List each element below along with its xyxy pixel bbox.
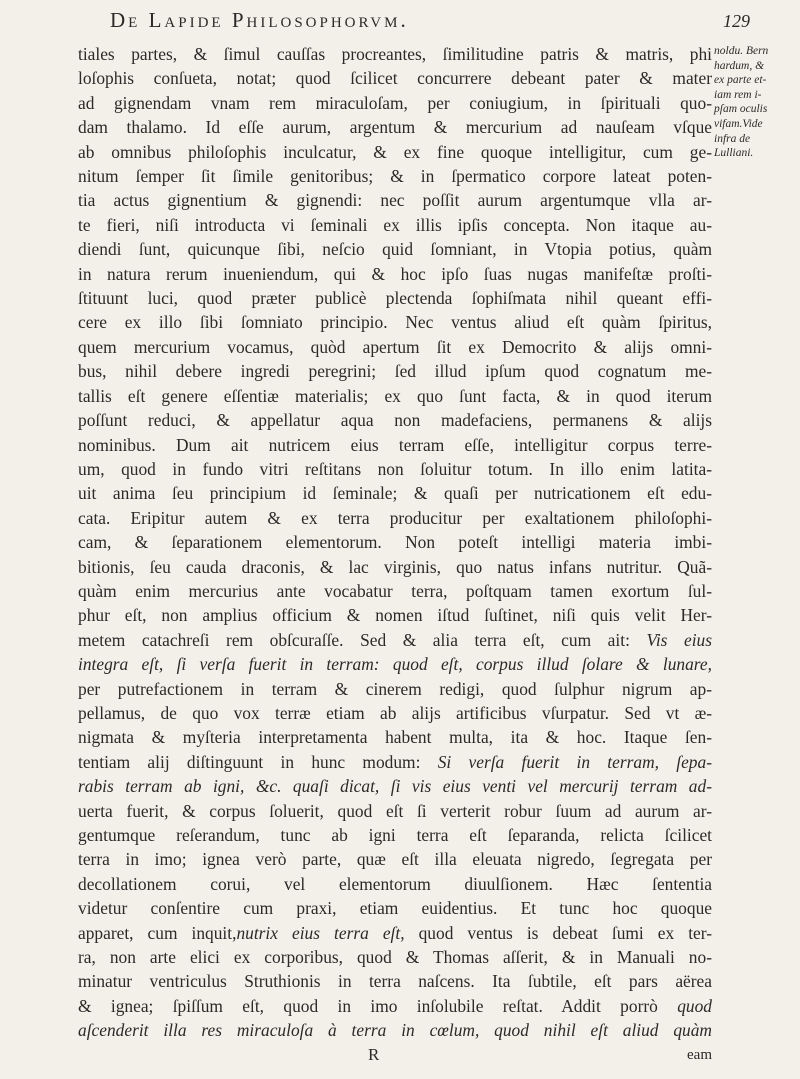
text-line: tia actus gignentium & gignendi: nec poſſit aurum argentumque vlla ar- (78, 190, 712, 211)
text-line: videtur conſentire cum praxi, etiam euidentius. Et tunc hoc quoque (78, 898, 712, 919)
text-line: decollationem corui, vel elementorum diuulſionem. Hæc ſententia (78, 873, 712, 894)
main-text-block (78, 42, 712, 1043)
marginal-notes (714, 44, 798, 161)
text-line: quàm enim mercurius ante vocabatur terra, poſtquam tamen exortum ſul- (78, 580, 712, 601)
text-line-roman: quod ventus is debeat ſumi ex ter- (404, 922, 712, 943)
text-line: terra in imo; ignea verò parte, quæ eſt illa eleuata nigredo, ſegregata per (78, 849, 712, 870)
catchword: eam (687, 1047, 712, 1063)
text-line: pellamus, de quo vox terræ etiam ab alijs artificibus vſurpatur. Sed vt æ- (78, 702, 712, 723)
text-line: cere ex illo ſibi ſomniato principio. Nec ventus aliud eſt quàm ſpiritus, (78, 312, 712, 333)
text-line-italic: quod (677, 995, 712, 1016)
page-number: 129 (723, 11, 750, 31)
text-line: bitionis, ſeu cauda draconis, & lac virginis, quo natus infans nutritur. Quã- (78, 556, 712, 577)
page-footer (78, 1045, 712, 1073)
text-line: quem mercurium vocamus, quòd apertum ſit ex Democrito & alijs omni- (78, 336, 712, 357)
text-line: cam, & ſeparationem elementorum. Non poteſt intelligi materia imbi- (78, 532, 712, 553)
text-line: tiales partes, & ſimul cauſſas procreantes, ſimilitudine patris & matris, phi (78, 44, 712, 64)
text-line: per putrefactionem in terram & cinerem redigi, quod ſulphur nigrum ap- (78, 678, 712, 699)
text-line: nominibus. Dum ait nutricem eius terram eſſe, intelligitur corpus terre- (78, 434, 712, 455)
text-line (78, 774, 712, 798)
margin-note: ex parte et- (714, 74, 767, 87)
margin-note: iam rem i- (714, 88, 762, 101)
text-line-roman: tentiam alij diſtinguunt in hunc modum: (78, 751, 421, 772)
text-line: ad gignendam vnam rem miraculoſam, per coniugium, in ſpirituali quo- (78, 92, 712, 113)
text-line: te fieri, niſi introducta vi ſeminali ex illis ipſis concepta. Non itaque au- (78, 214, 712, 235)
margin-note: Lulliani. (714, 147, 754, 160)
text-line: minatur ventriculus Struthionis in terra naſcens. Ita ſubtile, eſt pars aërea (78, 971, 712, 992)
text-line: bus, nihil debere ingredi peregrini; ſed illud ipſum quod cognatum me- (78, 361, 712, 382)
margin-note: noldu. Bern (714, 45, 769, 57)
text-line: nitum ſemper ſit ſimile genitoribus; & in ſpermatico corpore lateat poten- (78, 166, 712, 187)
text-line-italic: rabis terram ab igni, &c. quaſi dicat, ſi vis eius venti vel mercurij terram ad- (78, 776, 712, 797)
text-line: uit anima ſeu principium id ſeminale; & quaſi per nutricationem eſt edu- (78, 483, 712, 504)
text-line: ra, non arte elici ex corporibus, quod & Thomas aſſerit, & in Manuali no- (78, 947, 712, 968)
text-line (78, 1018, 712, 1042)
text-line (78, 750, 712, 774)
text-line: nigmata & myſteria interpretamenta habent multa, ita & hoc. Itaque ſen- (78, 727, 712, 748)
text-line: uerta fuerit, & corpus ſoluerit, quod eſt ſi verterit robur ſuum ad aurum ar- (78, 800, 712, 821)
margin-note: infra de (714, 132, 751, 145)
margin-note: hardum, & (714, 59, 765, 72)
text-line: loſophis conſueta, notat; quod ſcilicet concurrere debeant pater & mater (78, 68, 712, 89)
text-line-roman: & ignea; ſpiſſum eſt, quod in imo inſolubile reſtat. Addit porrò (78, 995, 658, 1016)
text-line: in natura rerum inueniendum, qui & hoc ipſo ſuas nugas manifeſtæ proſti- (78, 263, 712, 284)
text-line-italic: integra eſt, ſi verſa fuerit in terram: quod eſt, corpus illud ſolare & lunare, (78, 654, 712, 675)
text-line-roman: metem catachreſi rem obſcuraſſe. Sed & alia terra eſt, cum ait: (78, 629, 630, 650)
text-line: ab omnibus philoſophis inculcatur, & ex fine quoque intelligitur, cum ge- (78, 141, 712, 162)
signature-mark: R (368, 1045, 380, 1064)
text-line: poſſunt reduci, & appellatur aqua non madefaciens, permanens & alijs (78, 410, 712, 431)
text-line: diendi ſunt, quicunque ſibi, neſcio quid ſomniant, in Vtopia potius, quàm (78, 239, 712, 260)
text-line-italic: Si verſa fuerit in terram, ſepa- (437, 751, 712, 772)
text-line: tallis eſt genere eſſentiæ materialis; ex quo ſunt facta, & in quod iterum (78, 385, 712, 406)
margin-note: vifam.Vide (714, 117, 763, 130)
text-line: dam thalamo. Id eſſe aurum, argentum & mercurium ad nauſeam vſque (78, 117, 712, 138)
running-title: De Lapide Philosophorvm. (110, 8, 409, 32)
text-line-italic: nutrix eius terra eſt, (236, 922, 405, 943)
text-line: cata. Eripitur autem & ex terra producitur per exaltationem philoſophi- (78, 507, 712, 528)
text-line (78, 652, 712, 676)
text-line (78, 628, 712, 652)
text-line: um, quod in fundo vitri reſtitans non ſoluitur totum. In illo enim latita- (78, 458, 712, 479)
text-line-italic: Vis eius (646, 629, 712, 650)
text-line: gentumque reſerandum, tunc ab igni terra eſt ſeparanda, relicta ſcilicet (78, 825, 712, 845)
text-line (78, 921, 712, 945)
text-line-roman: apparet, cum inquit, (78, 922, 237, 943)
text-line: ſtituunt luci, quod præter publicè plectenda ſophiſmata nihil queant effi- (78, 288, 712, 309)
text-line-italic: aſcenderit illa res miraculoſa à terra in cœlum, quod nihil eſt aliud quàm (78, 1020, 712, 1041)
margin-note: pſam oculis (714, 103, 768, 116)
page-header (80, 8, 750, 38)
text-line (78, 994, 712, 1018)
text-line: phur eſt, non amplius officium & nomen iſtud ſuſtinet, niſi quis velit Her- (78, 605, 712, 626)
